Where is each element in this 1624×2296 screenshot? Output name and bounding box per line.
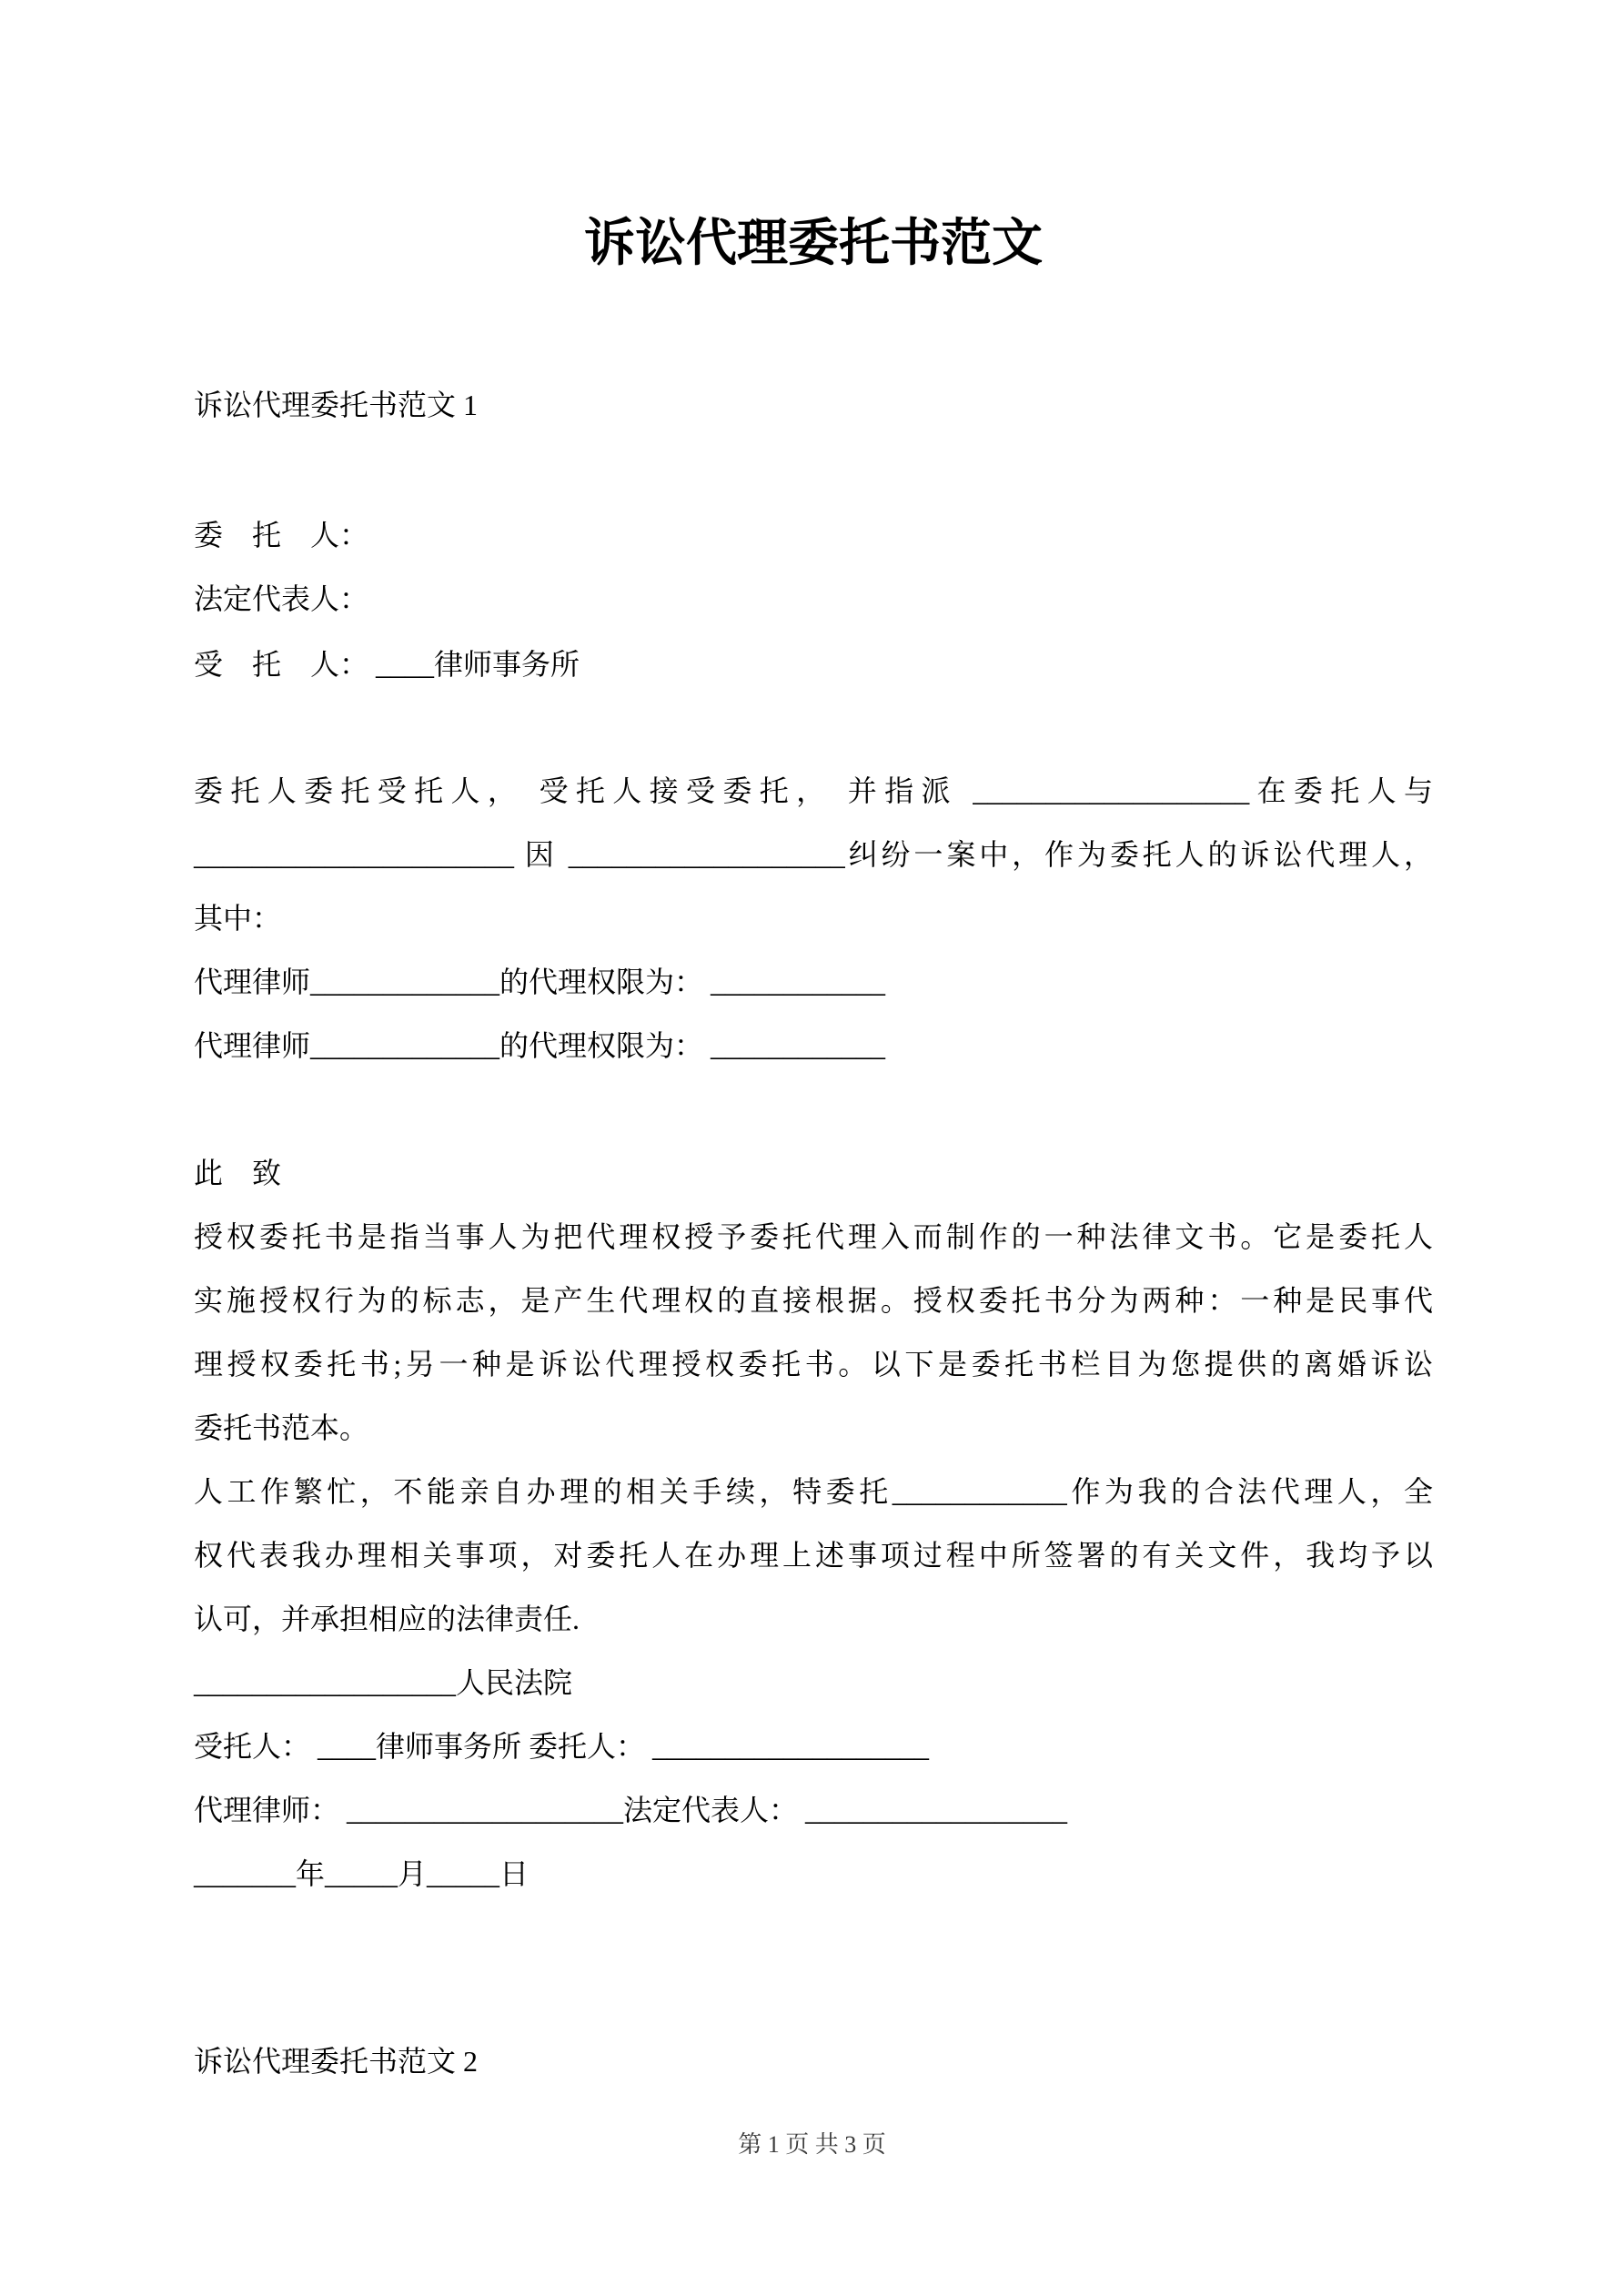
intro-line-4: 委托书范本。 bbox=[194, 1411, 369, 1444]
busy-line-2: 权代表我办理相关事项，对委托人在办理上述事项过程中所签署的有关文件，我均予以 bbox=[194, 1539, 1433, 1572]
intro-line-2: 实施授权行为的标志，是产生代理权的直接根据。授权委托书分为两种：一种是民事代 bbox=[194, 1284, 1433, 1317]
appointment-line-2: ______________________ 因 ___________________纠纷一案中，作为委托人的诉讼代理人， bbox=[194, 838, 1433, 871]
busy-line-1: 人工作繁忙，不能亲自办理的相关手续，特委托____________作为我的合法代理人，全 bbox=[194, 1475, 1433, 1508]
section1-heading: 诉讼代理委托书范文 1 bbox=[194, 389, 479, 421]
lawyer-scope-line-1: 代理律师_____________的代理权限为： ____________ bbox=[194, 966, 886, 998]
trustee-label: 受 托 人： ____律师事务所 bbox=[194, 648, 580, 681]
section2-heading: 诉讼代理委托书范文 2 bbox=[194, 2045, 479, 2078]
signature-trustee-line: 受托人： ____律师事务所 委托人： ___________________ bbox=[194, 1730, 930, 1763]
principal-label: 委 托 人： bbox=[194, 519, 369, 551]
appointment-line-1: 委托人委托受托人， 受托人接受委托， 并指派 ___________________在委托人与 bbox=[194, 774, 1433, 807]
busy-line-3: 认可，并承担相应的法律责任. bbox=[194, 1603, 580, 1635]
intro-line-1: 授权委托书是指当事人为把代理权授予委托代理入而制作的一种法律文书。它是委托人 bbox=[194, 1220, 1433, 1253]
court-line: __________________人民法院 bbox=[194, 1666, 573, 1699]
signature-lawyer-line: 代理律师： ___________________法定代表人： __________________ bbox=[194, 1794, 1068, 1826]
page-footer: 第 1 页 共 3 页 bbox=[738, 2131, 886, 2158]
document-title: 诉讼代理委托书范文 bbox=[584, 216, 1043, 272]
date-line: _______年_____月_____日 bbox=[194, 1857, 530, 1890]
salutation-line: 此 致 bbox=[194, 1157, 282, 1189]
among-which-label: 其中： bbox=[194, 902, 282, 935]
intro-line-3: 理授权委托书;另一种是诉讼代理授权委托书。以下是委托书栏目为您提供的离婚诉讼 bbox=[194, 1348, 1433, 1381]
lawyer-scope-line-2: 代理律师_____________的代理权限为： ____________ bbox=[194, 1029, 886, 1062]
legal-representative-label: 法定代表人： bbox=[194, 582, 369, 615]
